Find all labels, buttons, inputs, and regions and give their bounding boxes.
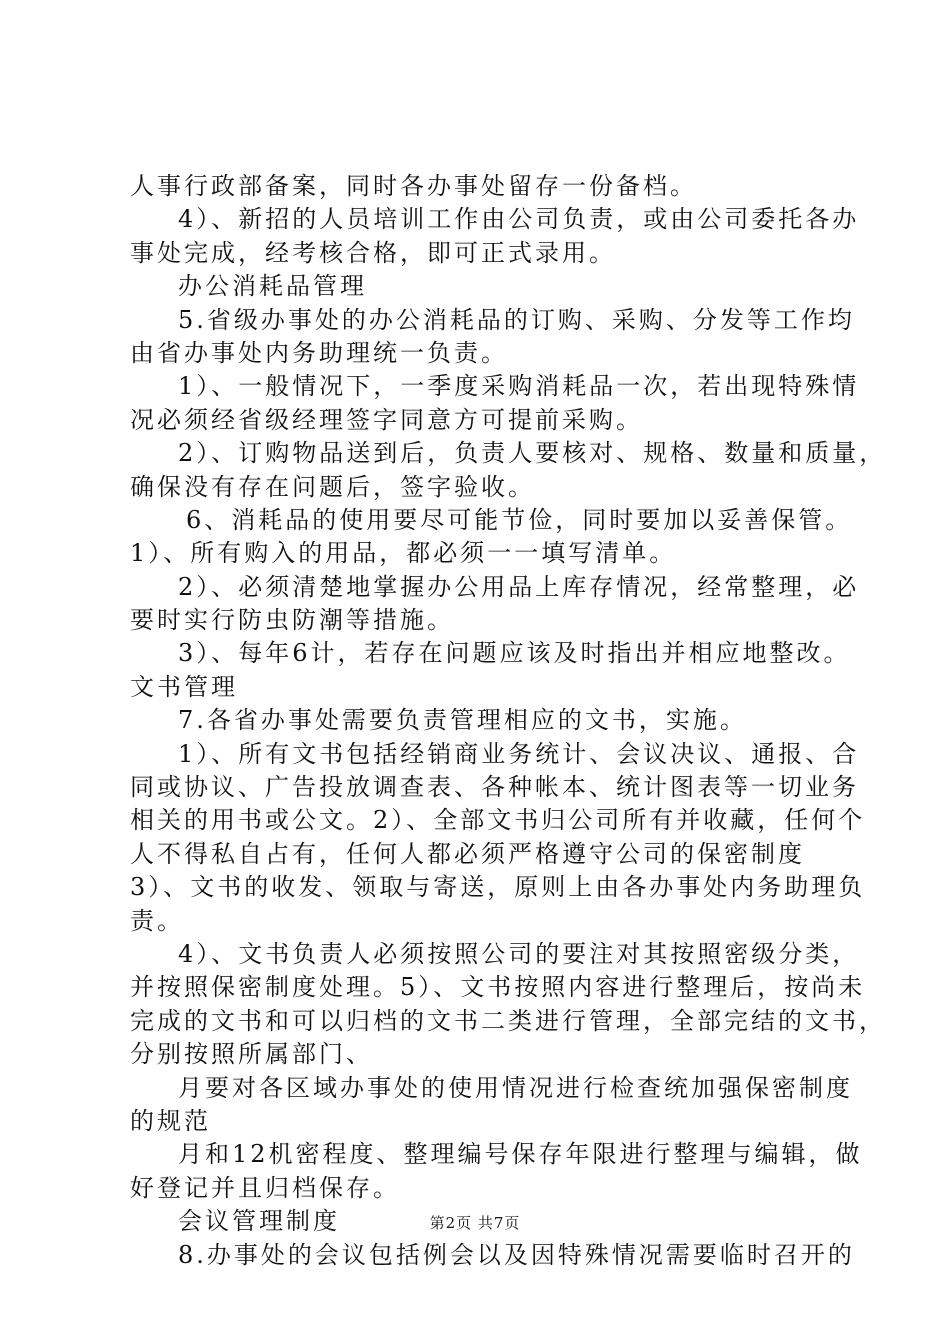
text-line: 8.办事处的会议包括例会以及因特殊情况需要临时召开的 bbox=[178, 1240, 855, 1269]
text-line: 5.省级办事处的办公消耗品的订购、采购、分发等工作均 bbox=[178, 305, 855, 334]
text-line: 2）、必须清楚地掌握办公用品上库存情况，经常整理，必 bbox=[178, 572, 860, 601]
text-line: 由省办事处内务助理统一负责。 bbox=[130, 338, 508, 367]
text-line: 3）、每年6计，若存在问题应该及时指出并相应地整改。 bbox=[178, 639, 851, 668]
text-line: 1）、所有购入的用品，都必须一一填写清单。 bbox=[130, 539, 677, 568]
text-line: 事处完成，经考核合格，即可正式录用。 bbox=[130, 238, 616, 267]
text-line: 完成的文书和可以归档的文书二类进行管理，全部完结的文书， bbox=[130, 1006, 886, 1035]
page-number: 第2页 共7页 bbox=[429, 1214, 521, 1232]
text-line: 的规范 bbox=[130, 1106, 211, 1135]
text-line: 相关的用书或公文。2）、全部文书归公司所有并收藏，任何个 bbox=[130, 806, 866, 835]
text-line: 责。 bbox=[130, 906, 184, 935]
text-line: 4）、文书负责人必须按照公司的要注对其按照密级分类， bbox=[178, 939, 860, 968]
document-body bbox=[130, 170, 887, 1272]
text-line: 月和12机密程度、整理编号保存年限进行整理与编辑，做 bbox=[178, 1140, 863, 1169]
text-line: 1）、一般情况下，一季度采购消耗品一次，若出现特殊情 bbox=[178, 372, 860, 401]
section-heading: 会议管理制度 bbox=[178, 1207, 340, 1236]
text-line: 同或协议、广告投放调查表、各种帐本、统计图表等一切业务 bbox=[130, 773, 859, 802]
section-heading: 文书管理 bbox=[130, 672, 238, 701]
text-line: 况必须经省级经理签字同意方可提前采购。 bbox=[130, 405, 643, 434]
text-line: 确保没有存在问题后，签字验收。 bbox=[130, 472, 535, 501]
text-line: 2）、订购物品送到后，负责人要核对、规格、数量和质量， bbox=[178, 439, 887, 468]
text-line: 分别按照所属部门、 bbox=[130, 1040, 373, 1069]
text-line: 4）、新招的人员培训工作由公司负责，或由公司委托各办 bbox=[178, 205, 860, 234]
text-line: 6、消耗品的使用要尽可能节俭，同时要加以妥善保管。 bbox=[186, 505, 853, 534]
text-line: 人不得私自占有，任何人都必须严格遵守公司的保密制度 bbox=[130, 839, 805, 868]
text-line: 1）、所有文书包括经销商业务统计、会议决议、通报、合 bbox=[178, 739, 860, 768]
text-line: 并按照保密制度处理。5）、文书按照内容进行整理后，按尚未 bbox=[130, 973, 866, 1002]
text-line: 3）、文书的收发、领取与寄送，原则上由各办事处内务助理负 bbox=[130, 873, 866, 902]
text-line: 7.各省办事处需要负责管理相应的文书，实施。 bbox=[178, 706, 747, 735]
text-line: 人事行政部备案，同时各办事处留存一份备档。 bbox=[130, 172, 697, 200]
text-line: 要时实行防虫防潮等措施。 bbox=[130, 606, 454, 635]
text-line: 好登记并且归档保存。 bbox=[130, 1173, 400, 1202]
section-heading: 办公消耗品管理 bbox=[178, 272, 367, 301]
text-line: 月要对各区域办事处的使用情况进行检查统加强保密制度 bbox=[178, 1073, 853, 1102]
